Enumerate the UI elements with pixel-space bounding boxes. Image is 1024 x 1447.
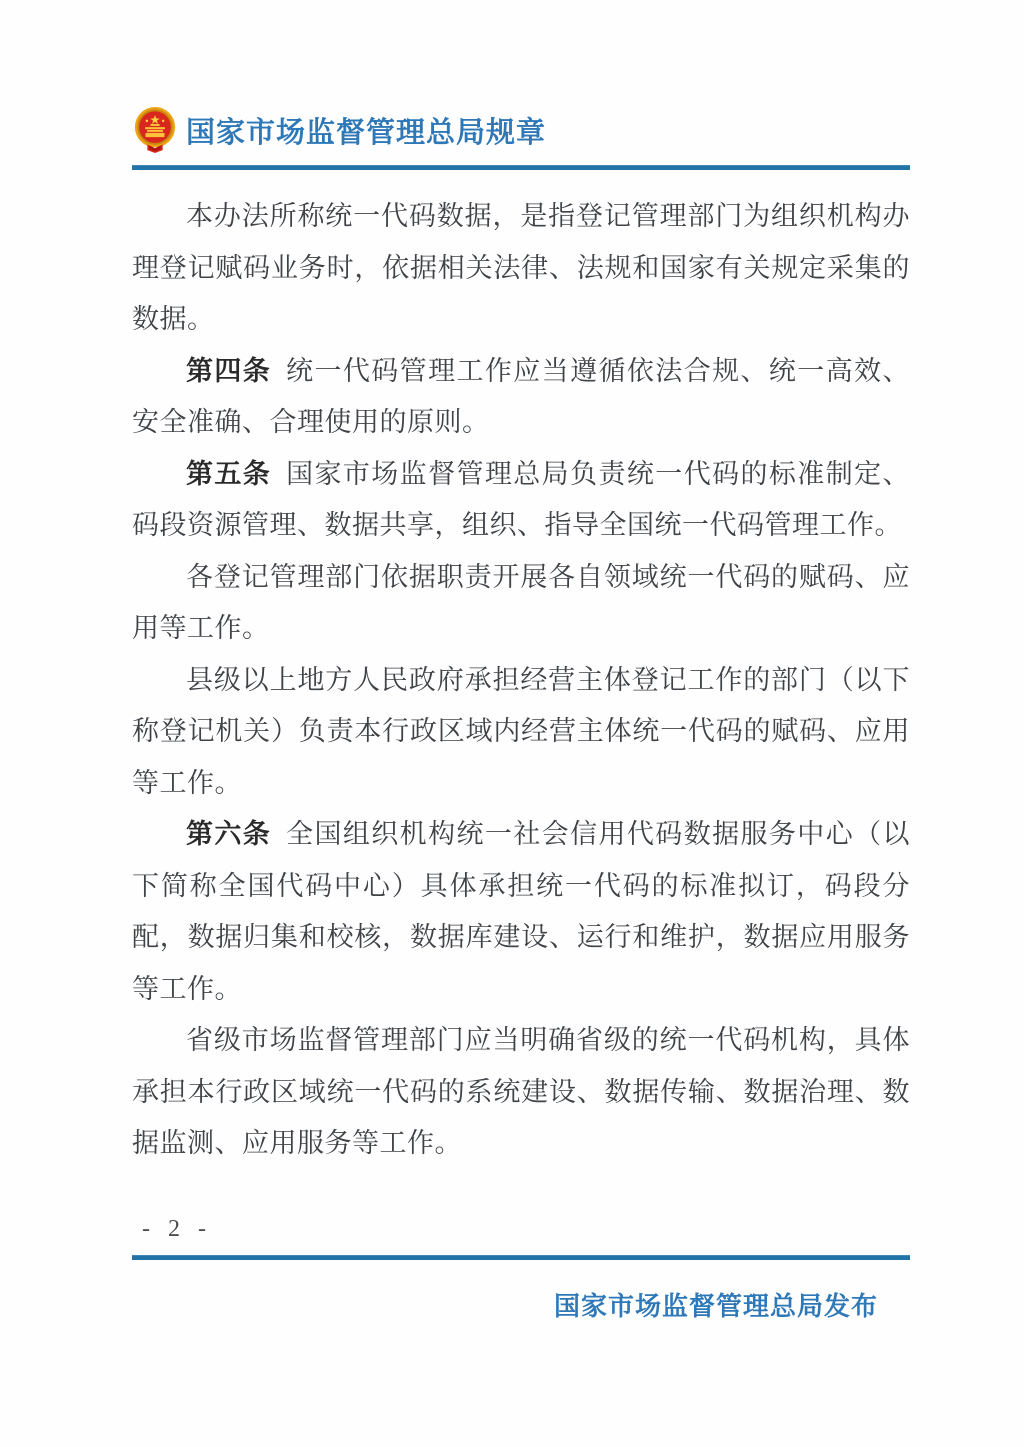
paragraph [132, 191, 910, 346]
paragraph [132, 1015, 910, 1170]
page-number: - 2 - [142, 1215, 212, 1242]
national-emblem-icon [132, 106, 178, 154]
paragraph [132, 346, 910, 449]
document-body [132, 191, 910, 1170]
article-number: 第五条 [186, 458, 272, 489]
paragraph-text: 省级市场监督管理部门应当明确省级的统一代码机构，具体承担本行政区域统一代码的系统建设、数据传输、数据治理、数据监测、应用服务等工作。 [132, 1025, 910, 1158]
footer-divider-line [132, 1255, 910, 1260]
paragraph-text: 国家市场监督管理总局负责统一代码的标准制定、码段资源管理、数据共享，组织、指导全国统一代码管理工作。 [132, 458, 911, 540]
paragraph [132, 449, 910, 552]
document-header [132, 106, 910, 154]
paragraph-text: 各登记管理部门依据职责开展各自领域统一代码的赋码、应用等工作。 [132, 561, 910, 643]
paragraph-text: 本办法所称统一代码数据，是指登记管理部门为组织机构办理登记赋码业务时，依据相关法律、法规和国家有关规定采集的数据。 [132, 201, 910, 334]
paragraph-text: 县级以上地方人民政府承担经营主体登记工作的部门（以下称登记机关）负责本行政区域内经营主体统一代码的赋码、应用等工作。 [132, 664, 910, 798]
article-number: 第六条 [186, 819, 272, 849]
paragraph-text: 统一代码管理工作应当遵循依法合规、统一高效、安全准确、合理使用的原则。 [132, 355, 911, 437]
paragraph [132, 552, 910, 655]
header-divider-line [132, 165, 910, 170]
document-header-title: 国家市场监督管理总局规章 [186, 116, 547, 149]
article-number: 第四条 [186, 355, 272, 386]
publisher-line: 国家市场监督管理总局发布 [553, 1290, 878, 1321]
paragraph [132, 809, 910, 1015]
paragraph-text: 全国组织机构统一社会信用代码数据服务中心（以下简称全国代码中心）具体承担统一代码的标准拟订，码段分配，数据归集和校核，数据库建设、运行和维护，数据应用服务等工作。 [132, 819, 911, 1004]
paragraph [132, 655, 910, 810]
